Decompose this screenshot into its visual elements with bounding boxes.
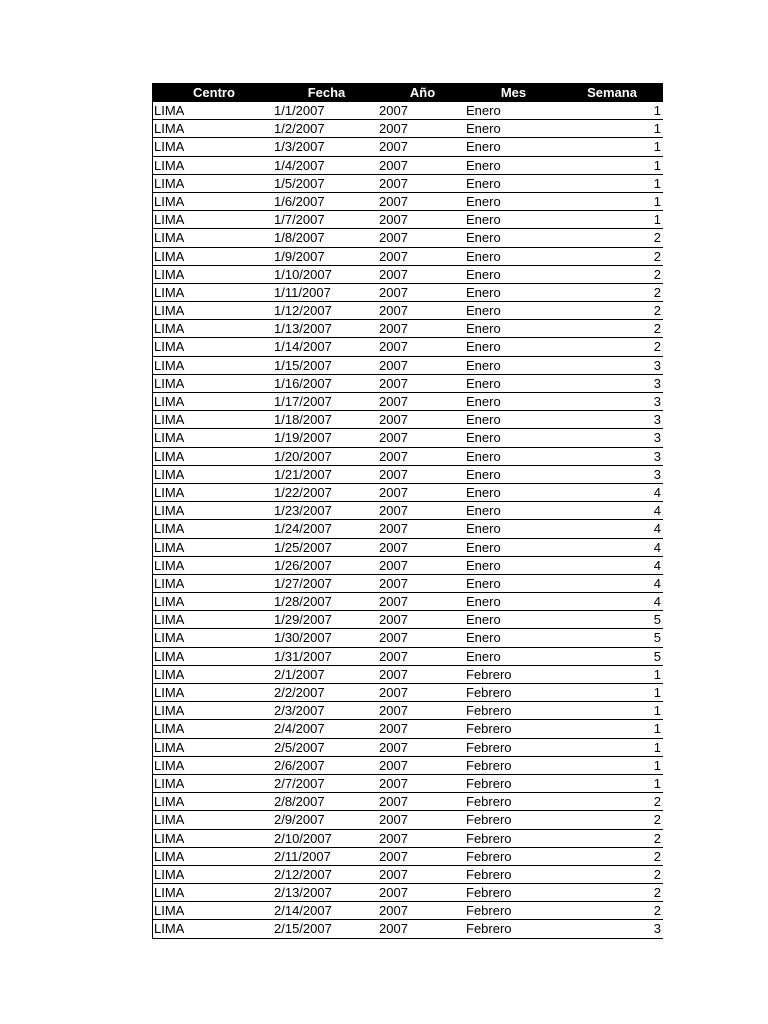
- cell-centro[interactable]: LIMA: [154, 557, 185, 573]
- cell-semana[interactable]: 1: [653, 139, 661, 155]
- cell-semana[interactable]: 2: [653, 284, 661, 300]
- table-row: [153, 357, 663, 375]
- cell-fecha[interactable]: 1/19/2007: [274, 430, 332, 446]
- cell-semana[interactable]: 1: [653, 775, 661, 791]
- cell-fecha[interactable]: 1/14/2007: [274, 339, 332, 355]
- cell-centro[interactable]: LIMA: [154, 266, 185, 282]
- cell-anio[interactable]: 2007: [379, 284, 408, 300]
- cell-mes[interactable]: Enero: [466, 230, 501, 246]
- table-row: [153, 666, 663, 684]
- table-row: [153, 684, 663, 702]
- cell-mes[interactable]: Febrero: [466, 794, 512, 810]
- cell-anio[interactable]: 2007: [379, 248, 408, 264]
- cell-fecha[interactable]: 1/16/2007: [274, 375, 332, 391]
- cell-mes[interactable]: Febrero: [466, 812, 512, 828]
- cell-mes[interactable]: Enero: [466, 648, 501, 664]
- cell-semana[interactable]: 4: [653, 503, 661, 519]
- cell-centro[interactable]: LIMA: [154, 466, 185, 482]
- cell-mes[interactable]: Febrero: [466, 685, 512, 700]
- table-row: [153, 175, 663, 193]
- cell-anio[interactable]: 2007: [379, 703, 408, 719]
- cell-fecha[interactable]: 2/12/2007: [274, 866, 332, 882]
- cell-anio[interactable]: 2007: [379, 885, 408, 901]
- table-row: [153, 393, 663, 411]
- cell-mes[interactable]: Enero: [466, 575, 501, 591]
- cell-fecha[interactable]: 2/6/2007: [274, 757, 325, 773]
- cell-centro[interactable]: LIMA: [154, 630, 185, 646]
- cell-mes[interactable]: Enero: [466, 539, 501, 555]
- cell-centro[interactable]: LIMA: [154, 903, 185, 919]
- cell-centro[interactable]: LIMA: [154, 721, 185, 737]
- cell-semana[interactable]: 5: [653, 612, 661, 628]
- cell-semana[interactable]: 2: [653, 903, 661, 919]
- cell-semana[interactable]: 1: [653, 212, 661, 228]
- cell-mes[interactable]: Enero: [466, 412, 501, 428]
- cell-centro[interactable]: LIMA: [154, 594, 185, 610]
- cell-mes[interactable]: Febrero: [466, 921, 512, 937]
- cell-anio[interactable]: 2007: [379, 794, 408, 810]
- cell-centro[interactable]: LIMA: [154, 121, 185, 137]
- cell-anio[interactable]: 2007: [379, 594, 408, 610]
- cell-semana[interactable]: 2: [653, 885, 661, 901]
- cell-anio[interactable]: 2007: [379, 757, 408, 773]
- table-row: [153, 539, 663, 557]
- cell-centro[interactable]: LIMA: [154, 103, 185, 118]
- cell-centro[interactable]: LIMA: [154, 357, 185, 373]
- cell-mes[interactable]: Febrero: [466, 775, 512, 791]
- cell-mes[interactable]: Enero: [466, 448, 501, 464]
- cell-fecha[interactable]: 1/23/2007: [274, 503, 332, 519]
- cell-centro[interactable]: LIMA: [154, 648, 185, 664]
- cell-fecha[interactable]: 2/2/2007: [274, 685, 325, 700]
- cell-anio[interactable]: 2007: [379, 339, 408, 355]
- cell-anio[interactable]: 2007: [379, 848, 408, 864]
- cell-mes[interactable]: Enero: [466, 103, 501, 118]
- cell-fecha[interactable]: 1/1/2007: [274, 103, 325, 118]
- cell-semana[interactable]: 3: [653, 375, 661, 391]
- table-row: [153, 266, 663, 284]
- cell-fecha[interactable]: 1/30/2007: [274, 630, 332, 646]
- cell-centro[interactable]: LIMA: [154, 866, 185, 882]
- cell-mes[interactable]: Enero: [466, 266, 501, 282]
- cell-anio[interactable]: 2007: [379, 503, 408, 519]
- cell-centro[interactable]: LIMA: [154, 685, 185, 700]
- cell-centro[interactable]: LIMA: [154, 339, 185, 355]
- cell-fecha[interactable]: 2/13/2007: [274, 885, 332, 901]
- cell-centro[interactable]: LIMA: [154, 539, 185, 555]
- cell-mes[interactable]: Febrero: [466, 757, 512, 773]
- cell-fecha[interactable]: 1/28/2007: [274, 594, 332, 610]
- cell-mes[interactable]: Febrero: [466, 721, 512, 737]
- cell-anio[interactable]: 2007: [379, 375, 408, 391]
- cell-anio[interactable]: 2007: [379, 430, 408, 446]
- cell-mes[interactable]: Enero: [466, 503, 501, 519]
- table-row: [153, 593, 663, 611]
- cell-centro[interactable]: LIMA: [154, 212, 185, 228]
- cell-fecha[interactable]: 1/11/2007: [274, 284, 331, 300]
- cell-semana[interactable]: 3: [653, 412, 661, 428]
- cell-anio[interactable]: 2007: [379, 193, 408, 209]
- cell-anio[interactable]: 2007: [379, 830, 408, 846]
- table-row: [153, 138, 663, 156]
- table-row: [153, 757, 663, 775]
- cell-centro[interactable]: LIMA: [154, 430, 185, 446]
- cell-fecha[interactable]: 1/22/2007: [274, 484, 332, 500]
- table-row: [153, 611, 663, 629]
- cell-anio[interactable]: 2007: [379, 394, 408, 409]
- cell-centro[interactable]: LIMA: [154, 575, 185, 591]
- cell-centro[interactable]: LIMA: [154, 812, 185, 828]
- cell-semana[interactable]: 2: [653, 303, 661, 319]
- cell-semana[interactable]: 3: [653, 430, 661, 446]
- table-row: [153, 775, 663, 793]
- cell-anio[interactable]: 2007: [379, 739, 408, 755]
- cell-centro[interactable]: LIMA: [154, 284, 185, 300]
- table-row: [153, 302, 663, 320]
- table-row: [153, 375, 663, 393]
- table-row: [153, 648, 663, 666]
- cell-fecha[interactable]: 2/5/2007: [274, 739, 325, 755]
- cell-centro[interactable]: LIMA: [154, 848, 185, 864]
- cell-centro[interactable]: LIMA: [154, 375, 185, 391]
- cell-anio[interactable]: 2007: [379, 685, 408, 700]
- cell-centro[interactable]: LIMA: [154, 521, 185, 537]
- cell-anio[interactable]: 2007: [379, 212, 408, 228]
- cell-centro[interactable]: LIMA: [154, 739, 185, 755]
- table-row: [153, 484, 663, 502]
- cell-centro[interactable]: LIMA: [154, 175, 185, 191]
- cell-centro[interactable]: LIMA: [154, 230, 185, 246]
- cell-centro[interactable]: LIMA: [154, 484, 185, 500]
- table-row: [153, 520, 663, 538]
- table-row: [153, 284, 663, 302]
- cell-mes[interactable]: Enero: [466, 121, 501, 137]
- table-row: [153, 320, 663, 338]
- cell-centro[interactable]: LIMA: [154, 757, 185, 773]
- cell-fecha[interactable]: 1/4/2007: [274, 157, 325, 173]
- cell-semana[interactable]: 4: [653, 557, 661, 573]
- cell-anio[interactable]: 2007: [379, 321, 408, 337]
- cell-fecha[interactable]: 1/15/2007: [274, 357, 332, 373]
- cell-fecha[interactable]: 2/9/2007: [274, 812, 325, 828]
- cell-fecha[interactable]: 1/18/2007: [274, 412, 332, 428]
- cell-mes[interactable]: Enero: [466, 321, 501, 337]
- cell-mes[interactable]: Enero: [466, 630, 501, 646]
- cell-centro[interactable]: LIMA: [154, 703, 185, 719]
- cell-anio[interactable]: 2007: [379, 812, 408, 828]
- cell-centro[interactable]: LIMA: [154, 193, 185, 209]
- cell-centro[interactable]: LIMA: [154, 775, 185, 791]
- cell-mes[interactable]: Enero: [466, 466, 501, 482]
- cell-anio[interactable]: 2007: [379, 539, 408, 555]
- table-row: [153, 448, 663, 466]
- table-row: [153, 702, 663, 720]
- cell-fecha[interactable]: 2/7/2007: [274, 775, 325, 791]
- cell-anio[interactable]: 2007: [379, 303, 408, 319]
- cell-fecha[interactable]: 1/2/2007: [274, 121, 325, 137]
- table-row: [153, 466, 663, 484]
- cell-mes[interactable]: Enero: [466, 284, 501, 300]
- cell-semana[interactable]: 3: [653, 921, 661, 937]
- cell-mes[interactable]: Enero: [466, 394, 501, 409]
- cell-semana[interactable]: 4: [653, 484, 661, 500]
- cell-fecha[interactable]: 1/21/2007: [274, 466, 332, 482]
- table-row: [153, 811, 663, 829]
- cell-mes[interactable]: Enero: [466, 357, 501, 373]
- cell-fecha[interactable]: 2/4/2007: [274, 721, 325, 737]
- table-row: [153, 557, 663, 575]
- cell-mes[interactable]: Febrero: [466, 703, 512, 719]
- cell-fecha[interactable]: 2/10/2007: [274, 830, 332, 846]
- cell-mes[interactable]: Enero: [466, 212, 501, 228]
- cell-semana[interactable]: 1: [653, 757, 661, 773]
- cell-anio[interactable]: 2007: [379, 466, 408, 482]
- cell-semana[interactable]: 1: [653, 103, 661, 118]
- cell-semana[interactable]: 1: [653, 157, 661, 173]
- cell-fecha[interactable]: 1/24/2007: [274, 521, 332, 537]
- cell-centro[interactable]: LIMA: [154, 139, 185, 155]
- cell-anio[interactable]: 2007: [379, 521, 408, 537]
- table-row: [153, 884, 663, 902]
- cell-semana[interactable]: 1: [653, 739, 661, 755]
- cell-centro[interactable]: LIMA: [154, 612, 185, 628]
- cell-anio[interactable]: 2007: [379, 357, 408, 373]
- cell-fecha[interactable]: 1/17/2007: [274, 394, 332, 409]
- cell-anio[interactable]: 2007: [379, 448, 408, 464]
- cell-anio[interactable]: 2007: [379, 157, 408, 173]
- cell-fecha[interactable]: 1/9/2007: [274, 248, 325, 264]
- cell-semana[interactable]: 2: [653, 248, 661, 264]
- cell-anio[interactable]: 2007: [379, 866, 408, 882]
- cell-semana[interactable]: 3: [653, 466, 661, 482]
- cell-anio[interactable]: 2007: [379, 175, 408, 191]
- cell-centro[interactable]: LIMA: [154, 830, 185, 846]
- cell-semana[interactable]: 2: [653, 830, 661, 846]
- cell-centro[interactable]: LIMA: [154, 412, 185, 428]
- cell-anio[interactable]: 2007: [379, 648, 408, 664]
- cell-fecha[interactable]: 1/20/2007: [274, 448, 332, 464]
- cell-fecha[interactable]: 1/31/2007: [274, 648, 332, 664]
- cell-fecha[interactable]: 1/8/2007: [274, 230, 325, 246]
- cell-anio[interactable]: 2007: [379, 630, 408, 646]
- cell-centro[interactable]: LIMA: [154, 503, 185, 519]
- cell-anio[interactable]: 2007: [379, 139, 408, 155]
- cell-anio[interactable]: 2007: [379, 484, 408, 500]
- header-semana[interactable]: Semana: [587, 85, 637, 100]
- cell-mes[interactable]: Enero: [466, 157, 501, 173]
- header-centro[interactable]: Centro: [193, 85, 235, 100]
- table-row: [153, 720, 663, 738]
- cell-semana[interactable]: 3: [653, 357, 661, 373]
- cell-mes[interactable]: Enero: [466, 248, 501, 264]
- cell-fecha[interactable]: 2/11/2007: [274, 848, 331, 864]
- table-row: [153, 248, 663, 266]
- cell-semana[interactable]: 2: [653, 812, 661, 828]
- table-row: [153, 866, 663, 884]
- cell-mes[interactable]: Enero: [466, 521, 501, 537]
- cell-fecha[interactable]: 1/6/2007: [274, 193, 325, 209]
- table-row: [153, 830, 663, 848]
- header-anio[interactable]: Año: [409, 85, 436, 100]
- table-row: [153, 229, 663, 247]
- cell-fecha[interactable]: 2/14/2007: [274, 903, 332, 919]
- table-row: [153, 629, 663, 647]
- cell-mes[interactable]: Enero: [466, 375, 501, 391]
- cell-semana[interactable]: 2: [653, 230, 661, 246]
- cell-mes[interactable]: Enero: [466, 557, 501, 573]
- cell-mes[interactable]: Enero: [466, 193, 501, 209]
- cell-anio[interactable]: 2007: [379, 612, 408, 628]
- header-mes[interactable]: Mes: [500, 85, 527, 100]
- cell-anio[interactable]: 2007: [379, 230, 408, 246]
- cell-anio[interactable]: 2007: [379, 557, 408, 573]
- cell-semana[interactable]: 4: [653, 521, 661, 537]
- table-row: [153, 920, 663, 938]
- table-row: [153, 575, 663, 593]
- cell-mes[interactable]: Enero: [466, 594, 501, 610]
- cell-fecha[interactable]: 1/12/2007: [274, 303, 332, 319]
- table-row: [153, 157, 663, 175]
- cell-anio[interactable]: 2007: [379, 666, 408, 682]
- cell-semana[interactable]: 2: [653, 266, 661, 282]
- cell-anio[interactable]: 2007: [379, 575, 408, 591]
- cell-mes[interactable]: Febrero: [466, 739, 512, 755]
- cell-centro[interactable]: LIMA: [154, 321, 185, 337]
- cell-semana[interactable]: 1: [653, 175, 661, 191]
- cell-semana[interactable]: 1: [653, 121, 661, 137]
- cell-anio[interactable]: 2007: [379, 921, 408, 937]
- table-row: [153, 429, 663, 447]
- table-row: [153, 793, 663, 811]
- cell-semana[interactable]: 4: [653, 575, 661, 591]
- cell-fecha[interactable]: 2/8/2007: [274, 794, 325, 810]
- cell-centro[interactable]: LIMA: [154, 794, 185, 810]
- table-body: [153, 102, 663, 939]
- cell-centro[interactable]: LIMA: [154, 666, 185, 682]
- cell-centro[interactable]: LIMA: [154, 303, 185, 319]
- cell-mes[interactable]: Enero: [466, 175, 501, 191]
- cell-fecha[interactable]: 1/13/2007: [274, 321, 332, 337]
- cell-fecha[interactable]: 1/27/2007: [274, 575, 332, 591]
- cell-semana[interactable]: 2: [653, 866, 661, 882]
- cell-mes[interactable]: Enero: [466, 339, 501, 355]
- cell-fecha[interactable]: 1/26/2007: [274, 557, 332, 573]
- cell-fecha[interactable]: 2/3/2007: [274, 703, 325, 719]
- table-header: [153, 83, 663, 102]
- table-row: [153, 211, 663, 229]
- cell-mes[interactable]: Enero: [466, 303, 501, 319]
- cell-semana[interactable]: 3: [653, 394, 661, 409]
- table-row: [153, 848, 663, 866]
- table-row: [153, 120, 663, 138]
- cell-semana[interactable]: 4: [653, 594, 661, 610]
- table-row: [153, 739, 663, 757]
- cell-semana[interactable]: 2: [653, 339, 661, 355]
- cell-anio[interactable]: 2007: [379, 266, 408, 282]
- cell-semana[interactable]: 1: [653, 721, 661, 737]
- cell-semana[interactable]: 5: [653, 648, 661, 664]
- cell-mes[interactable]: Enero: [466, 484, 501, 500]
- cell-mes[interactable]: Enero: [466, 430, 501, 446]
- table-row: [153, 193, 663, 211]
- cell-semana[interactable]: 2: [653, 321, 661, 337]
- cell-semana[interactable]: 1: [653, 193, 661, 209]
- cell-mes[interactable]: Febrero: [466, 666, 512, 682]
- table-row: [153, 102, 663, 120]
- table-row: [153, 338, 663, 356]
- cell-centro[interactable]: LIMA: [154, 157, 185, 173]
- cell-semana[interactable]: 1: [653, 703, 661, 719]
- cell-semana[interactable]: 5: [653, 630, 661, 646]
- cell-fecha[interactable]: 1/5/2007: [274, 175, 325, 191]
- cell-semana[interactable]: 2: [653, 848, 661, 864]
- table-row: [153, 411, 663, 429]
- cell-fecha[interactable]: 1/3/2007: [274, 139, 325, 155]
- cell-semana[interactable]: 1: [653, 666, 661, 682]
- header-fecha[interactable]: Fecha: [307, 85, 346, 100]
- cell-anio[interactable]: 2007: [379, 121, 408, 137]
- cell-mes[interactable]: Febrero: [466, 885, 512, 901]
- cell-semana[interactable]: 3: [653, 448, 661, 464]
- table-row: [153, 902, 663, 920]
- cell-semana[interactable]: 1: [653, 685, 661, 700]
- cell-fecha[interactable]: 2/1/2007: [274, 666, 325, 682]
- cell-mes[interactable]: Enero: [466, 139, 501, 155]
- cell-centro[interactable]: LIMA: [154, 885, 185, 901]
- cell-mes[interactable]: Febrero: [466, 866, 512, 882]
- cell-fecha[interactable]: 1/7/2007: [274, 212, 325, 228]
- cell-fecha[interactable]: 1/29/2007: [274, 612, 332, 628]
- cell-mes[interactable]: Febrero: [466, 848, 512, 864]
- cell-anio[interactable]: 2007: [379, 412, 408, 428]
- cell-fecha[interactable]: 2/15/2007: [274, 921, 332, 937]
- cell-mes[interactable]: Febrero: [466, 903, 512, 919]
- cell-centro[interactable]: LIMA: [154, 394, 185, 409]
- cell-semana[interactable]: 4: [653, 539, 661, 555]
- table-row: [153, 502, 663, 520]
- cell-centro[interactable]: LIMA: [154, 921, 185, 937]
- cell-anio[interactable]: 2007: [379, 903, 408, 919]
- data-table: [152, 83, 663, 939]
- cell-mes[interactable]: Enero: [466, 612, 501, 628]
- cell-fecha[interactable]: 1/25/2007: [274, 539, 332, 555]
- cell-centro[interactable]: LIMA: [154, 448, 185, 464]
- cell-anio[interactable]: 2007: [379, 721, 408, 737]
- cell-centro[interactable]: LIMA: [154, 248, 185, 264]
- cell-anio[interactable]: 2007: [379, 775, 408, 791]
- cell-anio[interactable]: 2007: [379, 103, 408, 118]
- cell-semana[interactable]: 2: [653, 794, 661, 810]
- cell-fecha[interactable]: 1/10/2007: [274, 266, 332, 282]
- cell-mes[interactable]: Febrero: [466, 830, 512, 846]
